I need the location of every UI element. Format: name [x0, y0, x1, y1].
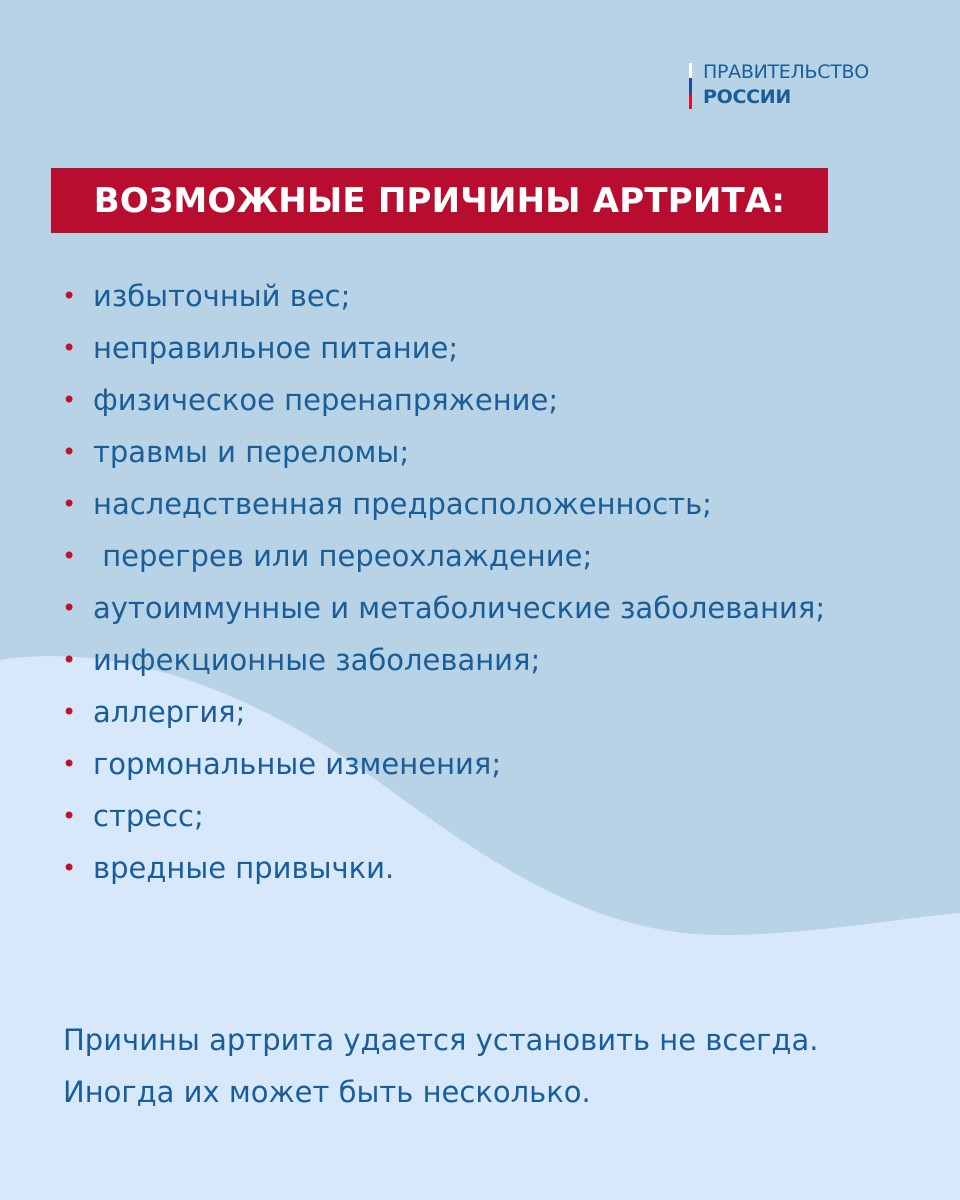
footer-line-2: Иногда их может быть несколько. — [63, 1075, 591, 1109]
list-item — [62, 478, 825, 530]
causes-list — [62, 270, 825, 894]
list-item-text: наследственная предрасположенность; — [93, 487, 712, 521]
bullet-icon: • — [62, 334, 77, 362]
list-item-text: физическое перенапряжение; — [93, 383, 559, 417]
list-item — [62, 374, 825, 426]
title-banner — [51, 168, 828, 233]
bullet-icon: • — [62, 802, 77, 830]
bullet-icon: • — [62, 438, 77, 466]
list-item — [62, 426, 825, 478]
bullet-icon: • — [62, 698, 77, 726]
bullet-icon: • — [62, 854, 77, 882]
list-item — [62, 634, 825, 686]
government-logo — [689, 60, 869, 110]
list-item — [62, 322, 825, 374]
list-item — [62, 686, 825, 738]
list-item-text: инфекционные заболевания; — [93, 643, 541, 677]
list-item — [62, 842, 825, 894]
bullet-icon: • — [62, 490, 77, 518]
list-item-text: неправильное питание; — [93, 331, 459, 365]
footer-note — [63, 1014, 818, 1118]
bullet-icon: • — [62, 594, 77, 622]
list-item — [62, 790, 825, 842]
list-item — [62, 530, 825, 582]
bullet-icon: • — [62, 282, 77, 310]
bullet-icon: • — [62, 646, 77, 674]
logo-line-2: РОССИИ — [703, 86, 791, 108]
footer-line-1: Причины артрита удается установить не всегда. — [63, 1023, 819, 1057]
list-item-text: вредные привычки. — [93, 851, 395, 885]
logo-line-1: ПРАВИТЕЛЬСТВО — [703, 61, 869, 83]
page-title: ВОЗМОЖНЫЕ ПРИЧИНЫ АРТРИТА: — [93, 180, 786, 221]
list-item — [62, 738, 825, 790]
list-item — [62, 582, 825, 634]
list-item — [62, 270, 825, 322]
bullet-icon: • — [62, 750, 77, 778]
bullet-icon: • — [62, 386, 77, 414]
bullet-icon: • — [62, 542, 77, 570]
list-item-text: избыточный вес; — [93, 279, 351, 313]
list-item-text: гормональные изменения; — [93, 747, 502, 781]
list-item-text: перегрев или переохлаждение; — [93, 539, 593, 573]
russian-flag-stripe-icon — [689, 63, 692, 109]
list-item-text: аутоиммунные и метаболические заболевания; — [93, 591, 826, 625]
list-item-text: аллергия; — [93, 695, 246, 729]
list-item-text: травмы и переломы; — [93, 435, 410, 469]
list-item-text: стресс; — [93, 799, 204, 833]
